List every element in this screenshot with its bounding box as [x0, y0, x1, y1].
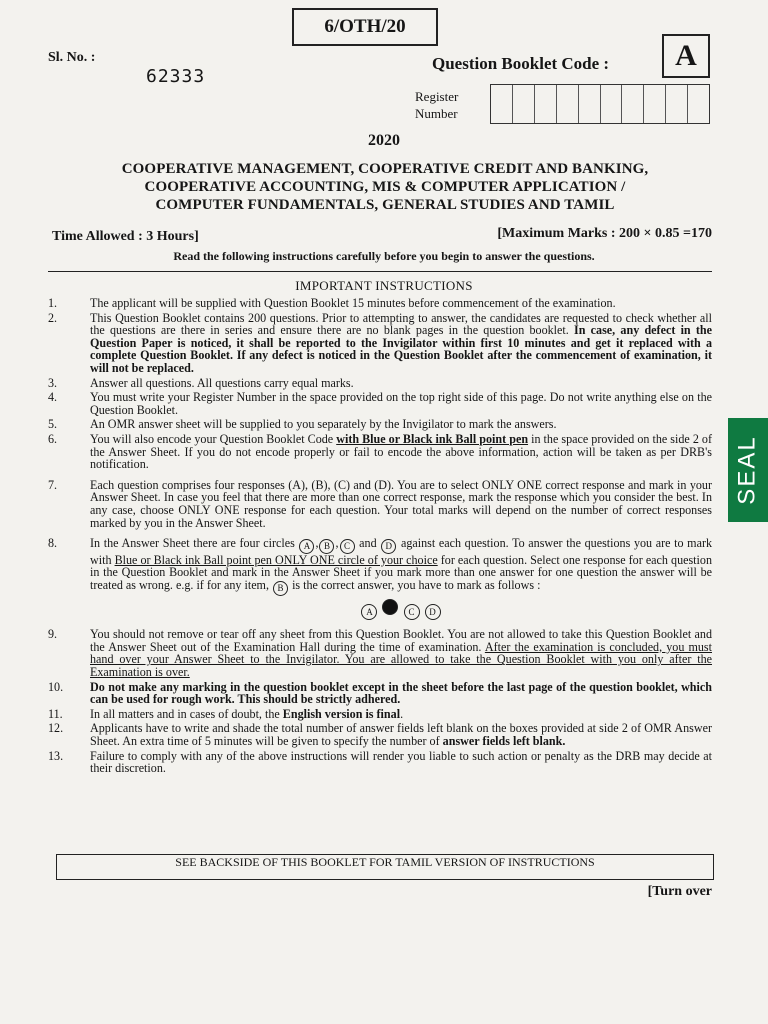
- register-box[interactable]: [688, 85, 709, 123]
- instruction-text: You must write your Register Number in the space provided on the top right side of this page. Do not write anything else on the Question Booklet.: [90, 390, 712, 417]
- register-box[interactable]: [644, 85, 666, 123]
- exam-year: 2020: [368, 132, 400, 149]
- booklet-code-value: A: [675, 39, 697, 72]
- instruction-item: [48, 418, 712, 431]
- instruction-item: [48, 479, 712, 529]
- circle-a-icon: A: [361, 604, 377, 620]
- seal-tab: [728, 418, 768, 522]
- instruction-text: [90, 708, 712, 721]
- sl-no-value: 62333: [146, 66, 206, 87]
- sl-no-label: Sl. No. :: [48, 50, 96, 65]
- instruction-text-plain: You should not remove or tear off any sheet from this Question Booklet. You are not allowed to take this Question Booklet and the Answer Sheet out of the Examination Hall during the time of examination.: [90, 627, 712, 654]
- instruction-text-emphasis: with Blue or Black ink Ball point pen: [336, 431, 529, 446]
- instructions-list: [48, 297, 712, 777]
- subject-line: COOPERATIVE ACCOUNTING, MIS & COMPUTER APPLICATION /: [144, 179, 626, 195]
- instruction-number: 8.: [48, 536, 58, 551]
- instruction-number: 12.: [48, 721, 64, 736]
- instruction-text-bold: answer fields left blank.: [442, 733, 566, 748]
- instruction-text: [90, 312, 712, 375]
- register-box[interactable]: [535, 85, 557, 123]
- instruction-text-plain: is the correct answer, you have to mark as follows :: [292, 578, 541, 593]
- instruction-number: 1.: [48, 296, 58, 310]
- circle-b-icon: B: [319, 539, 334, 554]
- register-box[interactable]: [666, 85, 688, 123]
- instruction-item: [48, 681, 712, 706]
- instruction-item: [48, 722, 712, 747]
- circle-b-icon: B: [273, 581, 288, 596]
- instruction-number: 4.: [48, 390, 58, 405]
- instruction-text: An OMR answer sheet will be supplied to you separately by the Invigilator to mark the answers.: [90, 417, 557, 432]
- register-box[interactable]: [513, 85, 535, 123]
- register-number-label: [415, 88, 458, 122]
- instruction-text: [90, 433, 712, 471]
- booklet-series: 6/OTH/20: [324, 16, 406, 37]
- booklet-code-box: [662, 34, 710, 78]
- circle-c-icon: C: [404, 604, 420, 620]
- subject-line: COMPUTER FUNDAMENTALS, GENERAL STUDIES AND TAMIL: [155, 197, 615, 213]
- instruction-text-plain: and: [359, 536, 377, 551]
- register-box[interactable]: [622, 85, 644, 123]
- exam-subject: [60, 160, 710, 214]
- register-number-boxes[interactable]: [490, 84, 710, 124]
- instruction-item: [48, 377, 712, 390]
- subject-line: COOPERATIVE MANAGEMENT, COOPERATIVE CREDIT AND BANKING,: [121, 161, 649, 177]
- booklet-series-box: [292, 8, 438, 46]
- instruction-text: Each question comprises four responses (A), (B), (C) and (D). You are to select ONLY ONE correct response and mark in your Answer Sheet. In case you feel that there are more than one correct response, mark the response which you consider the best. In any case, choose ONLY ONE response for each question. Your total marks will depend on the number of correct responses marked by you in the Answer Sheet.: [90, 477, 712, 530]
- instruction-number: 9.: [48, 627, 58, 642]
- instruction-text: Answer all questions. All questions carry equal marks.: [90, 375, 354, 390]
- instruction-number: 5.: [48, 417, 58, 432]
- instruction-number: 11.: [48, 706, 63, 721]
- instruction-item: [48, 312, 712, 375]
- instruction-number: 6.: [48, 431, 58, 446]
- instruction-text-plain: in the space provided on the side 2 of the Answer Sheet. If you do not encode properly or fail to encode the above information, action will be taken as per DRB's notification.: [90, 431, 712, 472]
- circle-c-icon: C: [340, 539, 355, 554]
- instruction-item: [48, 537, 712, 626]
- register-box[interactable]: [601, 85, 623, 123]
- read-instructions-note: Read the following instructions carefully before you begin to answer the questions.: [173, 249, 595, 263]
- instruction-text-plain: In all matters and in cases of doubt, the: [90, 706, 283, 721]
- instruction-text-bold: English version is final: [282, 706, 401, 721]
- time-allowed: Time Allowed : 3 Hours]: [52, 229, 199, 244]
- instruction-text-underlined: After the examination is concluded, you must hand over your Answer Sheet to the Invigilator. You are allowed to take the Question Booklet with you only after the Examination is over.: [90, 639, 712, 679]
- tamil-version-note: SEE BACKSIDE OF THIS BOOKLET FOR TAMIL VERSION OF INSTRUCTIONS: [175, 855, 595, 869]
- register-label-line-2: Number: [415, 106, 458, 121]
- seal-label: SEAL: [734, 435, 761, 505]
- divider: [48, 271, 712, 272]
- circle-d-icon: D: [425, 604, 441, 620]
- circle-d-icon: D: [381, 539, 396, 554]
- filled-circle-icon: [382, 599, 398, 615]
- register-label-line-1: Register: [415, 89, 459, 104]
- instruction-number: 10.: [48, 679, 64, 694]
- instruction-item: [48, 628, 712, 678]
- booklet-code-label: Question Booklet Code :: [432, 54, 610, 73]
- answer-example: [90, 599, 712, 620]
- instruction-number: 13.: [48, 748, 64, 763]
- instruction-text-plain: In the Answer Sheet there are four circles: [90, 536, 295, 551]
- instruction-text-plain: You will also encode your Question Booklet Code: [90, 431, 337, 446]
- register-box[interactable]: [579, 85, 601, 123]
- instruction-text: [90, 722, 712, 747]
- instruction-item: [48, 297, 712, 310]
- maximum-marks: [Maximum Marks : 200 × 0.85 =170: [497, 226, 712, 241]
- register-box[interactable]: [491, 85, 513, 123]
- register-box[interactable]: [557, 85, 579, 123]
- instruction-text: Failure to comply with any of the above instructions will render you liable to such action or penalty as the DRB may decide at their discretion.: [90, 748, 712, 776]
- instruction-text-plain: .: [400, 706, 404, 721]
- instruction-item: [48, 708, 712, 721]
- instructions-heading: IMPORTANT INSTRUCTIONS: [295, 278, 473, 293]
- instruction-number: 2.: [48, 310, 58, 325]
- instruction-number: 7.: [48, 477, 58, 492]
- instruction-item: [48, 433, 712, 471]
- instruction-text: Do not make any marking in the question booklet except in the sheet before the last page of the question booklet, which can be used for rough work. This should be strictly adhered.: [90, 679, 712, 707]
- instruction-text: In the Answer Sheet there are four circles A , B , C and D against each question. To answer the questions you are to mark with Blue or Black ink Ball point pen ONLY ONE circle of your choice for each question. Select one response for each question in the Question Booklet and mark in the Answer Sheet if you mark more than one answer for one question the answer will be treated as wrong. e.g. if for any item, B is the correct answer, you have to mark as follows : A C D: [90, 537, 712, 626]
- instruction-text-plain: This Question Booklet contains 200 questions. Prior to attempting to answer, the candidates are requested to check whether all the questions are there in series and ensure there are no blank pages in the question booklet.: [90, 310, 712, 338]
- instruction-item: [48, 750, 712, 775]
- instruction-number: 3.: [48, 375, 58, 390]
- tamil-version-note-box: [56, 854, 714, 880]
- instruction-text-plain: against each question. To answer the questions you are to mark with: [90, 536, 713, 567]
- instruction-text-plain: for each question. Select one response for each question in the Question Booklet and mark in the Answer Sheet if you mark more than one answer for one question the answer will be treated as wrong. e.g. if for any item,: [90, 552, 713, 593]
- turn-over-label: [Turn over: [647, 884, 712, 899]
- instruction-text: The applicant will be supplied with Question Booklet 15 minutes before commencement of the examination.: [90, 296, 616, 310]
- instruction-text-bold: In case, any defect in the Question Paper is noticed, it shall be reported to the Invigilator within first 10 minutes and get it replaced with a complete Question Booklet. If any defect is noticed in the Question Booklet after the commencement of examination, it will not be replaced.: [90, 323, 712, 375]
- instruction-text-underlined: Blue or Black ink Ball point pen ONLY ONE circle of your choice: [114, 552, 438, 567]
- instruction-text: [90, 628, 712, 678]
- instruction-text-plain: Applicants have to write and shade the total number of answer fields left blank on the boxes provided at side 2 of OMR Answer Sheet. An extra time of 5 minutes will be given to specify the number of: [90, 721, 712, 748]
- instruction-item: [48, 391, 712, 416]
- circle-a-icon: A: [299, 539, 314, 554]
